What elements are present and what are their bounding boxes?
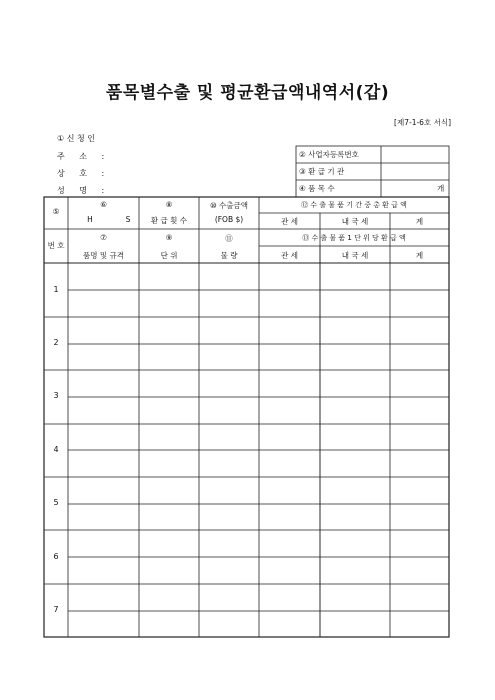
item-count-unit: 개 xyxy=(437,184,445,193)
col13-total: 계 xyxy=(415,251,424,260)
col7-number: ⑦ xyxy=(100,233,107,242)
business-reg-label: ② 사업자등록번호 xyxy=(299,150,359,159)
col12-total: 계 xyxy=(415,217,424,226)
page-title: 품목별수출 및 평균환급액내역서(갑) xyxy=(105,83,390,103)
row-number-7: 7 xyxy=(53,605,59,614)
applicant-heading: ① 신 청 인 xyxy=(57,134,95,143)
col-export-amount: ⑩ 수출금액 xyxy=(209,201,249,210)
col-unit: 단 위 xyxy=(160,251,178,260)
company-label: 상 호 xyxy=(57,169,93,178)
col6-s: S xyxy=(125,215,131,224)
row-number-1: 1 xyxy=(53,285,59,294)
col12-customs: 관 세 xyxy=(281,217,298,226)
col13-internal-tax: 내 국 세 xyxy=(341,251,369,260)
col-fob: (FOB $) xyxy=(214,215,244,224)
row-number-2: 2 xyxy=(53,338,59,347)
col-quantity: 물 량 xyxy=(220,251,238,260)
col-item-spec: 품명 및 규격 xyxy=(83,251,124,260)
address-label: 주 소 xyxy=(57,152,93,161)
col8-number: ⑧ xyxy=(165,200,173,209)
col5-number: ⑤ xyxy=(52,207,60,216)
col-period-total-refund: ⑫ 수 출 물 품 기 간 중 총 환 급 액 xyxy=(301,201,407,209)
form-number: [제7-1-6호 서식] xyxy=(394,118,451,127)
col6-h: H xyxy=(87,215,93,224)
item-count-label: ④ 품 목 수 xyxy=(299,184,335,193)
row-number-3: 3 xyxy=(53,391,59,400)
row-number-4: 4 xyxy=(53,445,59,454)
person-colon: : xyxy=(101,186,105,195)
col-row-number: 번 호 xyxy=(47,241,65,250)
col12-internal-tax: 내 국 세 xyxy=(341,217,369,226)
col-unit-refund: ⑬ 수 출 물 품 1 단 위 당 환 급 액 xyxy=(302,234,406,242)
col-refund-count: 환 급 횟 수 xyxy=(150,216,188,225)
address-colon: : xyxy=(101,152,105,161)
col6-number: ⑥ xyxy=(100,200,107,209)
row-number-6: 6 xyxy=(53,552,59,561)
company-colon: : xyxy=(101,169,105,178)
row-number-5: 5 xyxy=(53,498,59,507)
col13-customs: 관 세 xyxy=(281,251,298,260)
refund-agency-label: ③ 환 급 기 관 xyxy=(299,167,345,176)
col9-number: ⑨ xyxy=(165,233,173,242)
col11-number: ⑪ xyxy=(225,234,233,243)
person-label: 성 명 xyxy=(57,186,93,195)
